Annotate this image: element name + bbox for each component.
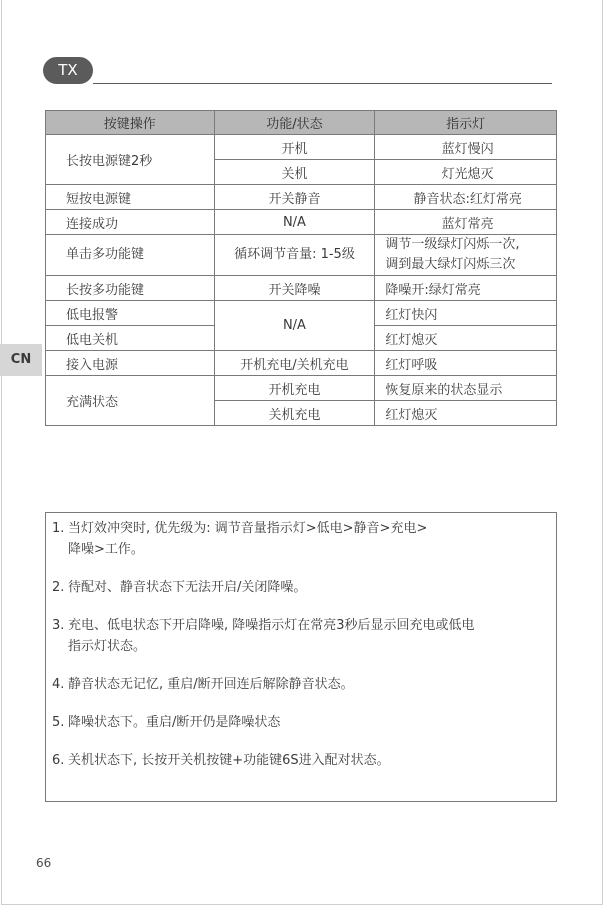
cell-operation: 接入电源 — [46, 351, 215, 376]
cell-operation: 长按多功能键 — [46, 276, 215, 301]
table-row — [46, 276, 557, 301]
note-number: 6. — [52, 753, 65, 768]
note-number: 2. — [52, 580, 65, 595]
note-number: 4. — [52, 677, 65, 692]
note-item — [52, 750, 548, 771]
table-row — [46, 210, 557, 235]
cell-indicator: 红灯呼吸 — [375, 351, 557, 376]
section-badge: TX — [43, 57, 93, 84]
cell-operation: 单击多功能键 — [46, 235, 215, 276]
note-number: 1. — [52, 521, 65, 536]
language-tab: CN — [0, 344, 42, 376]
table-row — [46, 376, 557, 401]
note-text: 待配对、静音状态下无法开启/关闭降噪。 — [68, 580, 307, 595]
cell-function: 开关降噪 — [214, 276, 375, 301]
table-row — [46, 301, 557, 326]
cell-indicator: 降噪开:绿灯常亮 — [375, 276, 557, 301]
note-number: 3. — [52, 618, 65, 633]
notes-box — [45, 512, 557, 802]
cell-function: 关机充电 — [214, 401, 375, 426]
cell-operation: 低电关机 — [46, 326, 215, 351]
cell-operation: 充满状态 — [46, 376, 215, 426]
indicator-line: 调到最大绿灯闪烁三次 — [385, 257, 516, 272]
cell-function: 开关静音 — [214, 185, 375, 210]
note-item — [52, 615, 548, 657]
cell-function: 开机充电 — [214, 376, 375, 401]
table-header-row — [46, 111, 557, 135]
table-row — [46, 135, 557, 160]
cell-indicator: 恢复原来的状态显示 — [375, 376, 557, 401]
cell-indicator: 蓝灯常亮 — [375, 210, 557, 235]
note-item — [52, 577, 548, 598]
indicator-line: 调节一级绿灯闪烁一次, — [385, 237, 520, 252]
header-operation: 按键操作 — [46, 111, 215, 135]
note-text-continued: 指示灯状态。 — [68, 639, 147, 654]
note-text: 静音状态无记忆, 重启/断开回连后解除静音状态。 — [68, 677, 354, 692]
cell-indicator — [375, 235, 557, 276]
cell-function: N/A — [214, 301, 375, 351]
note-text: 关机状态下, 长按开关机按键+功能键6S进入配对状态。 — [68, 753, 390, 768]
header-indicator: 指示灯 — [375, 111, 557, 135]
note-number: 5. — [52, 715, 65, 730]
cell-indicator: 红灯熄灭 — [375, 401, 557, 426]
cell-function: 循环调节音量: 1-5级 — [214, 235, 375, 276]
cell-indicator: 红灯快闪 — [375, 301, 557, 326]
cell-indicator: 静音状态:红灯常亮 — [375, 185, 557, 210]
cell-function: 开机 — [214, 135, 375, 160]
cell-operation: 连接成功 — [46, 210, 215, 235]
note-item — [52, 518, 548, 560]
table-row — [46, 351, 557, 376]
cell-operation: 长按电源键2秒 — [46, 135, 215, 185]
cell-function: 关机 — [214, 160, 375, 185]
cell-operation: 低电报警 — [46, 301, 215, 326]
cell-function: 开机充电/关机充电 — [214, 351, 375, 376]
page-number: 66 — [36, 856, 52, 870]
note-item — [52, 674, 548, 695]
table-row — [46, 185, 557, 210]
table-row — [46, 235, 557, 276]
note-text-continued: 降噪>工作。 — [68, 542, 144, 557]
cell-indicator: 灯光熄灭 — [375, 160, 557, 185]
note-text: 充电、低电状态下开启降噪, 降噪指示灯在常亮3秒后显示回充电或低电 — [68, 618, 475, 633]
header-function: 功能/状态 — [214, 111, 375, 135]
cell-indicator: 红灯熄灭 — [375, 326, 557, 351]
note-item — [52, 712, 548, 733]
note-text: 降噪状态下。重启/断开仍是降噪状态 — [68, 715, 281, 730]
cell-indicator: 蓝灯慢闪 — [375, 135, 557, 160]
note-text: 当灯效冲突时, 优先级为: 调节音量指示灯>低电>静音>充电> — [68, 521, 428, 536]
button-function-table — [45, 110, 557, 426]
title-rule — [93, 83, 552, 84]
cell-function: N/A — [214, 210, 375, 235]
cell-operation: 短按电源键 — [46, 185, 215, 210]
